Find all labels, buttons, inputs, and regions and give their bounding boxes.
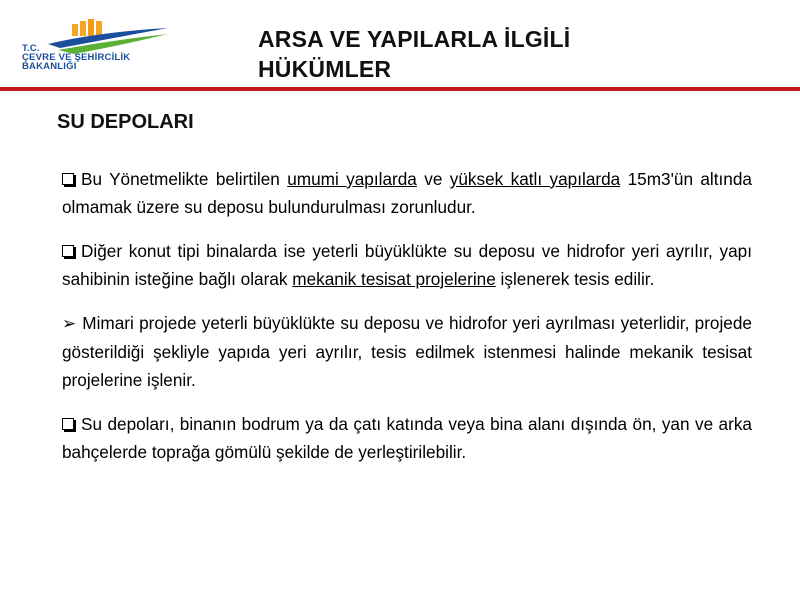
paragraph-2 [62,237,752,293]
p4-text: Su depoları, binanın bodrum ya da çatı katında veya bina alanı dışında ön, yan ve arka bahçelerde toprağa gömülü şekilde de yerleştirilebilir. [62,414,752,462]
p2-underline-mekanik: mekanik tesisat projelerine [292,269,496,289]
p1-text-c: 15m3'ün altında olmamak üzere su deposu bulundurulması zorunludur. [62,169,752,217]
logo-line-ministry: ÇEVRE VE ŞEHİRCİLİK [22,52,131,63]
checkbox-bullet-icon [62,173,74,185]
ministry-logo [18,14,178,74]
logo-line-tc: T.C. [22,43,40,54]
logo-text [22,44,130,71]
section-heading: SU DEPOLARI [57,111,194,133]
slide-title-line2: HÜKÜMLER [258,56,392,82]
logo-line-bakanlik: BAKANLIĞI [22,61,77,72]
slide-title [258,24,728,84]
checkbox-bullet-icon [62,245,74,257]
p2-text-b: işlenerek tesis edilir. [495,269,655,289]
paragraph-1 [62,165,752,221]
paragraph-3 [62,309,752,394]
p1-text-b: ve [416,169,450,189]
checkbox-bullet-icon [62,418,74,430]
header-divider [0,87,800,91]
p2-text-a: Diğer konut tipi binalarda ise yeterli büyüklükte su deposu ve hidrofor yeri ayrılır, yapı sahibinin isteğine bağlı olarak [62,241,752,289]
arrow-bullet-icon: ➢ [62,314,77,333]
p1-underline-umumi: umumi yapılarda [287,169,417,189]
p3-text: Mimari projede yeterli büyüklükte su deposu ve hidrofor yeri ayrılması yeterlidir, projede gösterildiği şekliyle yapıda yeri ayrılır, tesis edilmek istenmesi halinde mekanik tesisat projelerine işlenir. [62,313,752,390]
p1-underline-yuksek: yüksek katlı yapılarda [449,169,621,189]
slide-title-line1: ARSA VE YAPILARLA İLGİLİ [258,26,571,52]
p1-text-a: Bu Yönetmelikte belirtilen [81,169,288,189]
paragraph-4 [62,410,752,466]
slide-body [62,165,752,482]
